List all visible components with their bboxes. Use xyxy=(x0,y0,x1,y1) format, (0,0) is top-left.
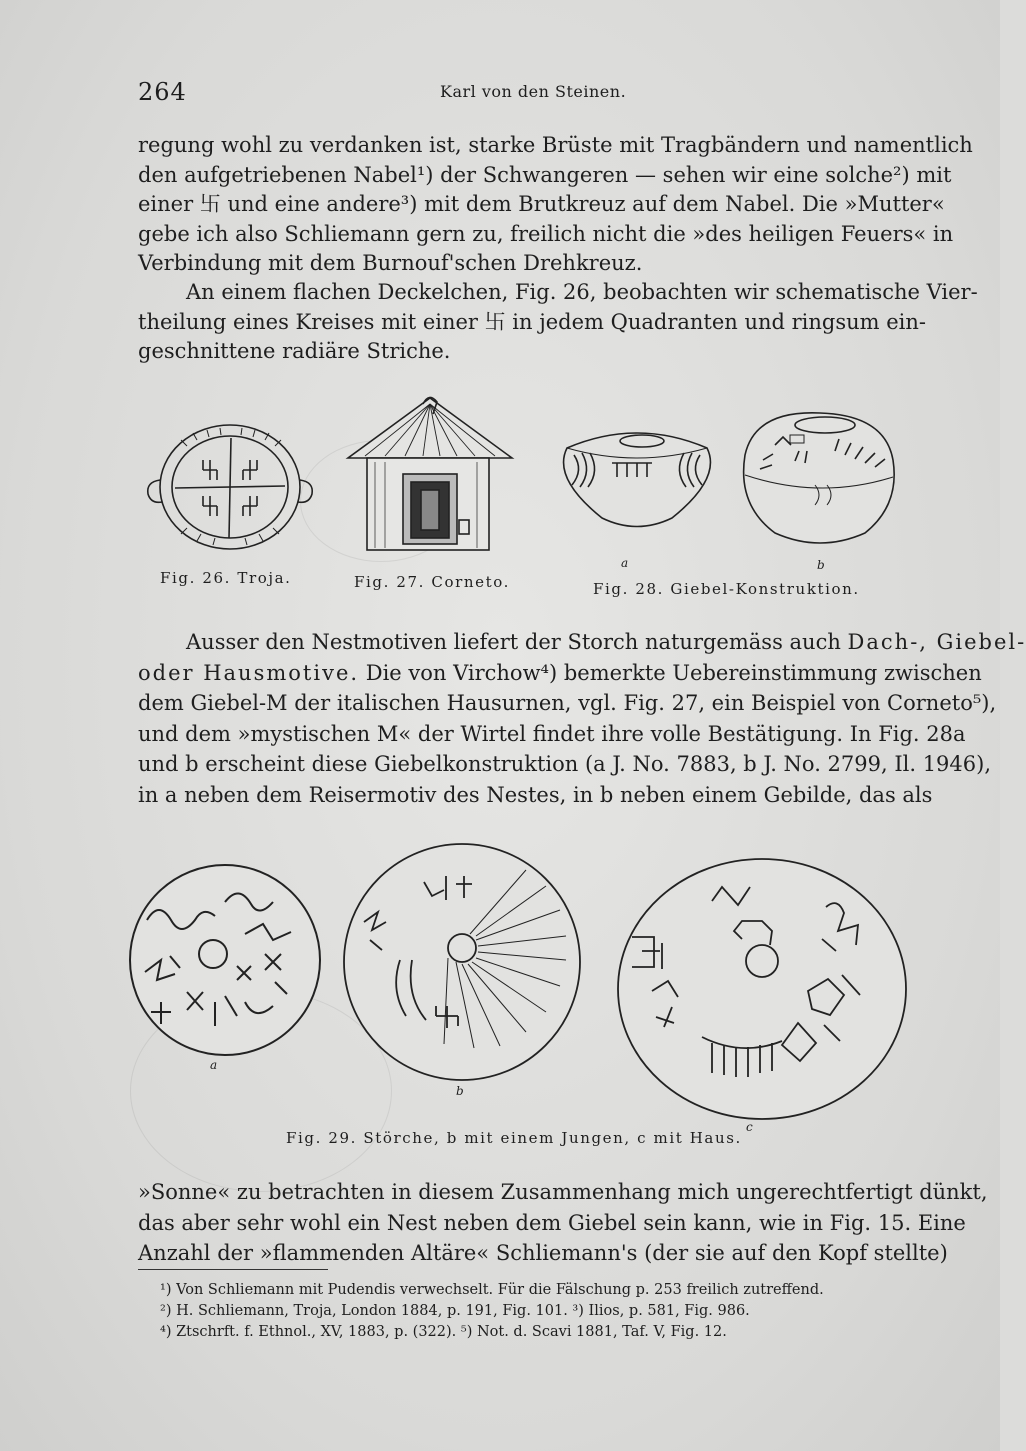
paragraph-2 xyxy=(138,278,978,367)
text-line: geschnittene radiäre Striche. xyxy=(138,339,451,363)
paragraph-3 xyxy=(138,627,1026,810)
footnote: ¹) Von Schliemann mit Pudendis verwechselt. Für die Fälschung p. 253 freilich zutreffend. xyxy=(160,1282,824,1298)
fig-28-caption: Fig. 28. Giebel-Konstruktion. xyxy=(593,580,860,598)
fig-29a-label: a xyxy=(210,1058,218,1072)
text-line: einer 卐 und eine andere³) mit dem Brutkreuz auf dem Nabel. Die »Mutter« xyxy=(138,192,945,216)
text-line: theilung eines Kreises mit einer 卐 in jedem Quadranten und ringsum ein- xyxy=(138,309,927,334)
text-line: gebe ich also Schliemann gern zu, freilich nicht die »des heiligen Feuers« in xyxy=(138,221,954,246)
text-line: das aber sehr wohl ein Nest neben dem Giebel sein kann, wie in Fig. 15. Eine xyxy=(138,1210,966,1235)
fig-29a-whorl-illustration xyxy=(125,862,325,1062)
running-header xyxy=(138,78,918,108)
text-line: und b erscheint diese Giebelkonstruktion (a J. No. 7883, b J. No. 2799, Il. 1946), xyxy=(138,752,992,776)
text-line: Anzahl der »flammenden Altäre« Schliemann's (der sie auf den Kopf stellte) xyxy=(138,1241,948,1265)
paragraph-4 xyxy=(138,1177,988,1269)
fig-29b-whorl-illustration xyxy=(340,840,590,1085)
text-line: dem Giebel-M der italischen Hausurnen, vgl. Fig. 27, ein Beispiel von Corneto⁵), xyxy=(138,691,997,715)
running-title: Karl von den Steinen. xyxy=(440,82,627,101)
footnote: ⁴) Ztschrft. f. Ethnol., XV, 1883, p. (322). ⁵) Not. d. Scavi 1881, Taf. V, Fig. 12. xyxy=(160,1324,727,1340)
fig-27-corneto-house-urn-illustration xyxy=(345,390,515,555)
fig-28a-spindle-whorl-illustration xyxy=(552,423,722,543)
footnotes xyxy=(160,1280,910,1343)
paragraph-1 xyxy=(138,131,973,279)
spaced-term: oder Hausmotive. xyxy=(138,660,360,685)
text-line: den aufgetriebenen Nabel¹) der Schwangeren — sehen wir eine solche²) mit xyxy=(138,162,952,187)
text-line xyxy=(138,627,1026,658)
text-line: und dem »mystischen M« der Wirtel findet ihre volle Bestätigung. In Fig. 28a xyxy=(138,721,966,746)
text-line: An einem flachen Deckelchen, Fig. 26, beobachten wir schematische Vier- xyxy=(186,280,978,304)
fig-29b-label: b xyxy=(456,1084,464,1098)
fig-28b-spindle-whorl-illustration xyxy=(735,405,900,550)
fig-26-caption: Fig. 26. Troja. xyxy=(160,569,292,587)
footnote: ²) H. Schliemann, Troja, London 1884, p. 191, Fig. 101. ³) Ilios, p. 581, Fig. 986. xyxy=(160,1303,750,1319)
fig-28a-label: a xyxy=(621,556,629,570)
fig-29-caption: Fig. 29. Störche, b mit einem Jungen, c mit Haus. xyxy=(286,1129,742,1147)
fig-29c-label: c xyxy=(746,1120,753,1134)
text-line: »Sonne« zu betrachten in diesem Zusammenhang mich ungerechtfertigt dünkt, xyxy=(138,1180,988,1204)
text-line: Verbindung mit dem Burnouf'schen Drehkreuz. xyxy=(138,251,643,275)
fig-26-troja-lid-illustration xyxy=(145,412,315,562)
fig-28b-label: b xyxy=(817,558,825,572)
text-segment: Ausser den Nestmotiven liefert der Storch naturgemäss auch xyxy=(186,630,841,654)
page-number: 264 xyxy=(138,78,187,106)
fig-29c-whorl-illustration xyxy=(612,857,912,1127)
footnote-rule xyxy=(138,1269,328,1270)
text-line: regung wohl zu verdanken ist, starke Brüste mit Tragbändern und namentlich xyxy=(138,133,973,157)
text-line: in a neben dem Reisermotiv des Nestes, in b neben einem Gebilde, das als xyxy=(138,782,933,807)
text-line xyxy=(138,658,982,689)
text-segment: Die von Virchow⁴) bemerkte Uebereinstimmung zwischen xyxy=(365,660,982,685)
fig-27-caption: Fig. 27. Corneto. xyxy=(354,573,510,591)
spaced-term: Dach-, Giebel- xyxy=(847,630,1026,654)
